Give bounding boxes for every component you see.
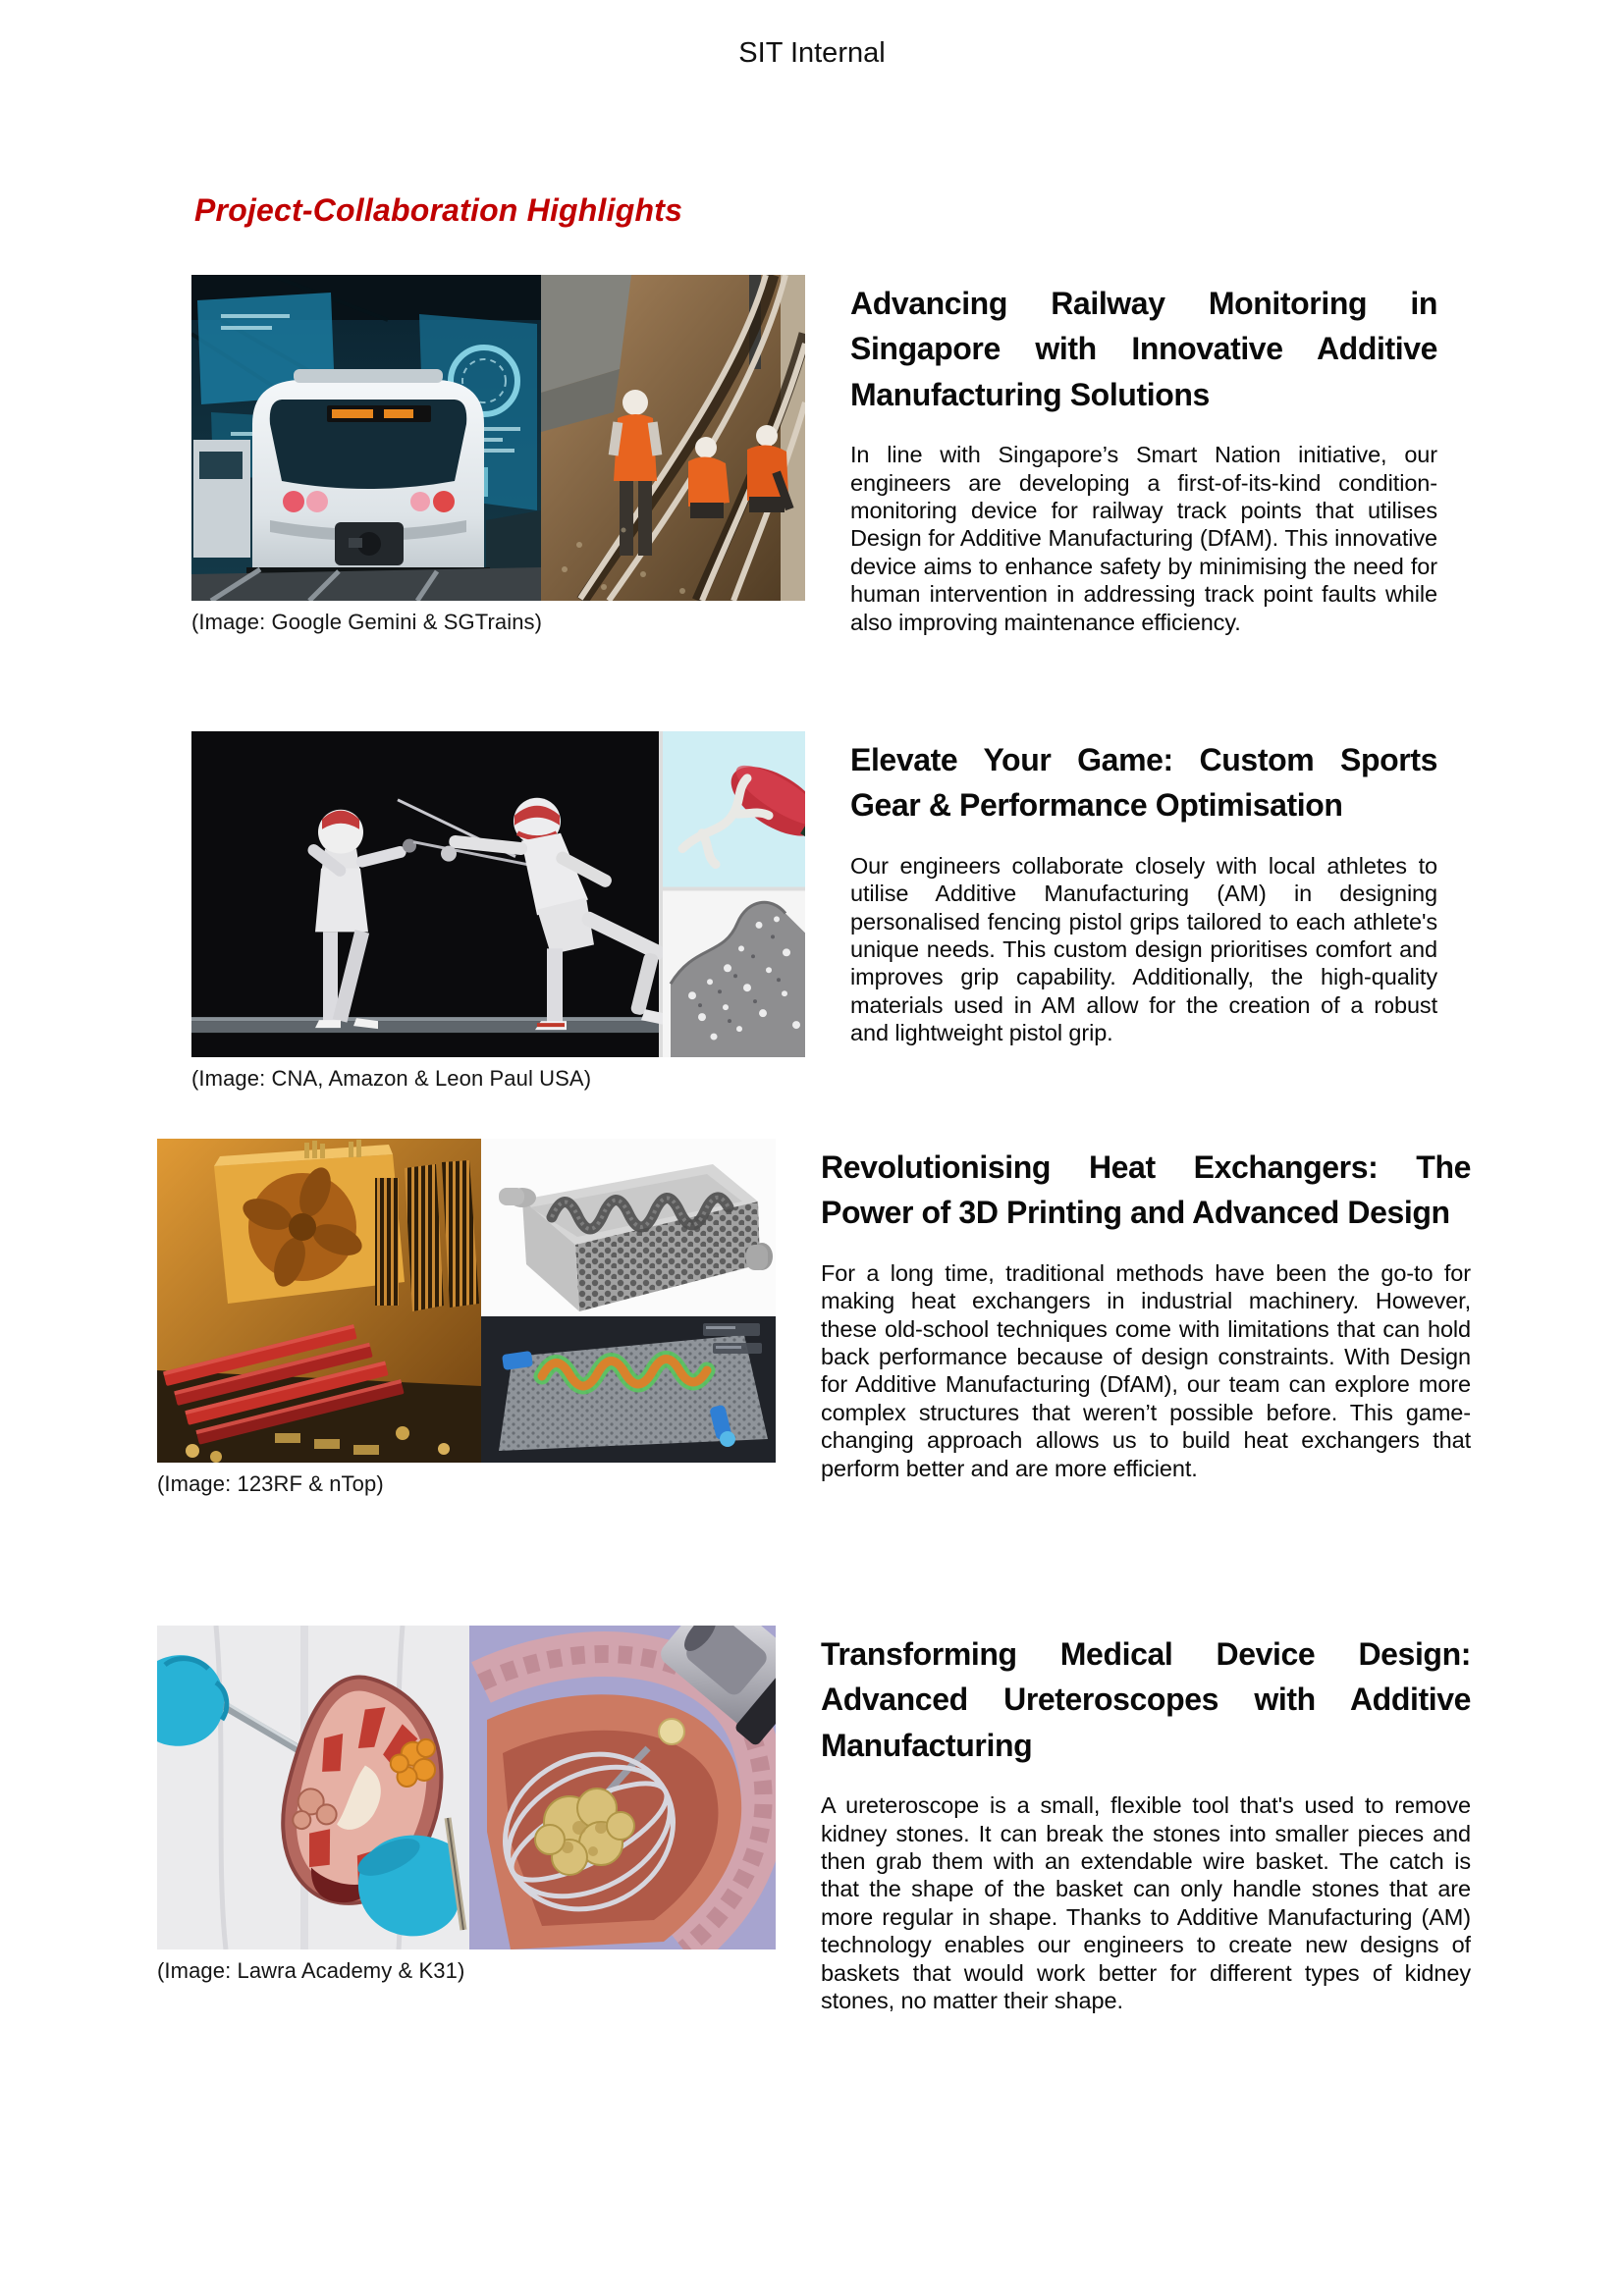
section-body: A ureteroscope is a small, flexible tool that's used to remove kidney stones. It can break the stones into smaller pieces and then grab them with an extendable wire basket. The catch is that the shape of the basket can only handle stones that are more regular in shape. Thanks to Additive Manufacturing (AM) technology enables our engineers to create new designs of baskets that would work better for different types of kidney stones, no matter their shape. bbox=[821, 1792, 1471, 2014]
railway-monitoring-photo bbox=[191, 275, 805, 601]
heat-exchanger-photo-illustration bbox=[157, 1139, 776, 1463]
railway-photo-illustration bbox=[191, 275, 805, 601]
image-caption: (Image: Google Gemini & SGTrains) bbox=[191, 610, 543, 634]
railway-text-column bbox=[850, 281, 1437, 636]
document-classification-header: SIT Internal bbox=[738, 37, 886, 69]
heat-exchanger-photo bbox=[157, 1139, 776, 1463]
medical-figure bbox=[157, 1626, 776, 1984]
image-caption: (Image: Lawra Academy & K31) bbox=[157, 1958, 465, 1983]
section-body: In line with Singapore’s Smart Nation initiative, our engineers are developing a first-of-its-kind condition-monitoring device for railway track points that utilises Design for Additive Manufacturing (DfAM). This innovative device aims to enhance safety by minimising the need for human intervention in addressing track point faults while also improving maintenance efficiency. bbox=[850, 442, 1437, 635]
section-heading: Advancing Railway Monitoring in Singapore with Innovative Additive Manufacturing Solutions bbox=[850, 286, 1437, 412]
fencing-text-column bbox=[850, 737, 1437, 1047]
image-caption: (Image: CNA, Amazon & Leon Paul USA) bbox=[191, 1066, 592, 1091]
fencing-photo-illustration bbox=[191, 731, 805, 1057]
section-heading: Elevate Your Game: Custom Sports Gear & Performance Optimisation bbox=[850, 742, 1437, 824]
section-body: Our engineers collaborate closely with local athletes to utilise Additive Manufacturing (AM) in designing personalised fencing pistol grips tailored to each athlete's unique needs. This custom design prioritises comfort and improves grip capability. Additionally, the high-quality materials used in AM allow for the creation of a robust and lightweight pistol grip. bbox=[850, 852, 1437, 1046]
section-heading: Revolutionising Heat Exchangers: The Power of 3D Printing and Advanced Design bbox=[821, 1149, 1471, 1231]
fencing-figure bbox=[191, 731, 805, 1092]
section-railway bbox=[191, 275, 1437, 636]
section-heat-exchanger bbox=[157, 1139, 1471, 1497]
section-heading: Transforming Medical Device Design: Advanced Ureteroscopes with Additive Manufacturing bbox=[821, 1636, 1471, 1763]
ureteroscope-photo bbox=[157, 1626, 776, 1949]
heat-exchanger-text-column bbox=[821, 1145, 1471, 1482]
section-body: For a long time, traditional methods have been the go-to for making heat exchangers in industrial machinery. However, these old-school techniques come with limitations that can hold back performance because of design constraints. With Design for Additive Manufacturing (DfAM), our team can explore more complex structures that weren’t possible before. This game-changing approach allows us to build heat exchangers that perform better and are more efficient. bbox=[821, 1259, 1471, 1481]
section-fencing bbox=[191, 731, 1437, 1092]
railway-figure bbox=[191, 275, 805, 635]
medical-text-column bbox=[821, 1631, 1471, 2015]
page-title: Project-Collaboration Highlights bbox=[194, 192, 683, 228]
medical-photo-illustration bbox=[157, 1626, 776, 1949]
image-caption: (Image: 123RF & nTop) bbox=[157, 1471, 384, 1496]
section-medical-device bbox=[157, 1626, 1471, 2015]
heat-exchanger-figure bbox=[157, 1139, 776, 1497]
fencing-grip-photo bbox=[191, 731, 805, 1057]
